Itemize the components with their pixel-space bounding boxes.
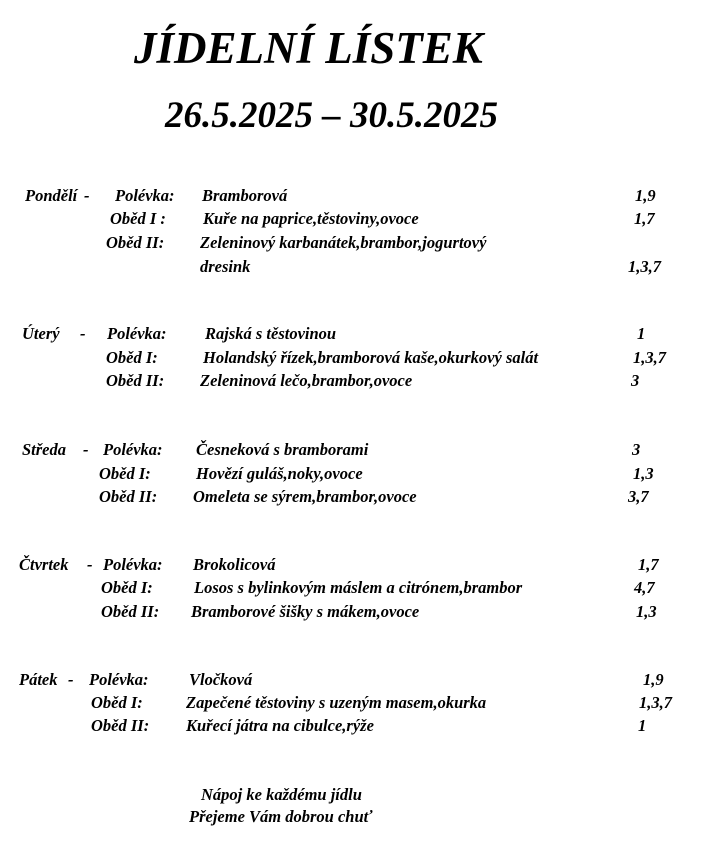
soup-allergens: 1,9 [643, 670, 664, 689]
meal1-dish: Losos s bylinkovým máslem a citrónem,brambor [194, 578, 523, 597]
meal2-dish: Kuřecí játra na cibulce,rýže [186, 716, 374, 735]
meal1-label: Oběd I: [101, 578, 153, 597]
meal2-dish: Zeleninová lečo,brambor,ovoce [200, 371, 413, 390]
meal1-allergens: 1,7 [634, 209, 655, 228]
meal1-dish: Kuře na paprice,těstoviny,ovoce [203, 209, 419, 228]
dash-separator: - [68, 670, 74, 689]
meal2-label: Oběd II: [106, 371, 165, 390]
soup-label: Polévka: [103, 555, 163, 574]
soup-dish: Rajská s těstovinou [205, 324, 337, 343]
meal2-dish-continued: dresink [200, 257, 251, 276]
meal1-dish: Hovězí guláš,noky,ovoce [196, 464, 363, 483]
soup-allergens: 1,7 [638, 555, 659, 574]
day-name: Čtvrtek [19, 555, 69, 574]
soup-dish: Česneková s bramborami [196, 440, 369, 459]
meal1-dish: Holandský řízek,bramborová kaše,okurkový salát [203, 348, 539, 367]
soup-dish: Bramborová [202, 186, 288, 205]
day-name: Pátek [19, 670, 58, 689]
meal1-allergens: 1,3,7 [639, 693, 672, 712]
meal1-label: Oběd I: [106, 348, 158, 367]
soup-label: Polévka: [89, 670, 149, 689]
day-name: Středa [22, 440, 67, 459]
soup-allergens: 1 [637, 324, 646, 343]
dash-separator: - [84, 186, 90, 205]
dash-separator: - [87, 555, 93, 574]
dash-separator: - [80, 324, 86, 343]
soup-label: Polévka: [103, 440, 163, 459]
meal2-label: Oběd II: [91, 716, 150, 735]
day-name: Pondělí [25, 186, 78, 205]
meal1-label: Oběd I: [91, 693, 143, 712]
dash-separator: - [83, 440, 89, 459]
meal2-allergens: 1,3,7 [628, 257, 661, 276]
meal2-label: Oběd II: [101, 602, 160, 621]
menu-dates: 26.5.2025 – 30.5.2025 [165, 95, 498, 136]
meal2-dish: Bramborové šišky s mákem,ovoce [191, 602, 420, 621]
soup-label: Polévka: [107, 324, 167, 343]
meal2-allergens: 1,3 [636, 602, 657, 621]
soup-allergens: 1,9 [635, 186, 656, 205]
meal2-allergens: 3 [631, 371, 640, 390]
meal1-label: Oběd I: [99, 464, 151, 483]
meal1-allergens: 1,3,7 [633, 348, 666, 367]
meal2-label: Oběd II: [99, 487, 158, 506]
footer-greeting: Přejeme Vám dobrou chuť [189, 807, 373, 826]
soup-dish: Brokolicová [193, 555, 276, 574]
meal1-allergens: 1,3 [633, 464, 654, 483]
footer-drink-note: Nápoj ke každému jídlu [201, 785, 362, 804]
meal1-allergens: 4,7 [634, 578, 655, 597]
soup-dish: Vločková [189, 670, 253, 689]
meal2-dish: Zeleninový karbanátek,brambor,jogurtový [200, 233, 487, 252]
meal1-dish: Zapečené těstoviny s uzeným masem,okurka [186, 693, 487, 712]
day-name: Úterý [22, 324, 60, 343]
meal2-allergens: 1 [638, 716, 647, 735]
meal1-label: Oběd I : [110, 209, 166, 228]
meal2-label: Oběd II: [106, 233, 165, 252]
meal2-allergens: 3,7 [628, 487, 649, 506]
soup-label: Polévka: [115, 186, 175, 205]
menu-title: JÍDELNÍ LÍSTEK [134, 23, 483, 73]
meal2-dish: Omeleta se sýrem,brambor,ovoce [193, 487, 417, 506]
soup-allergens: 3 [632, 440, 641, 459]
